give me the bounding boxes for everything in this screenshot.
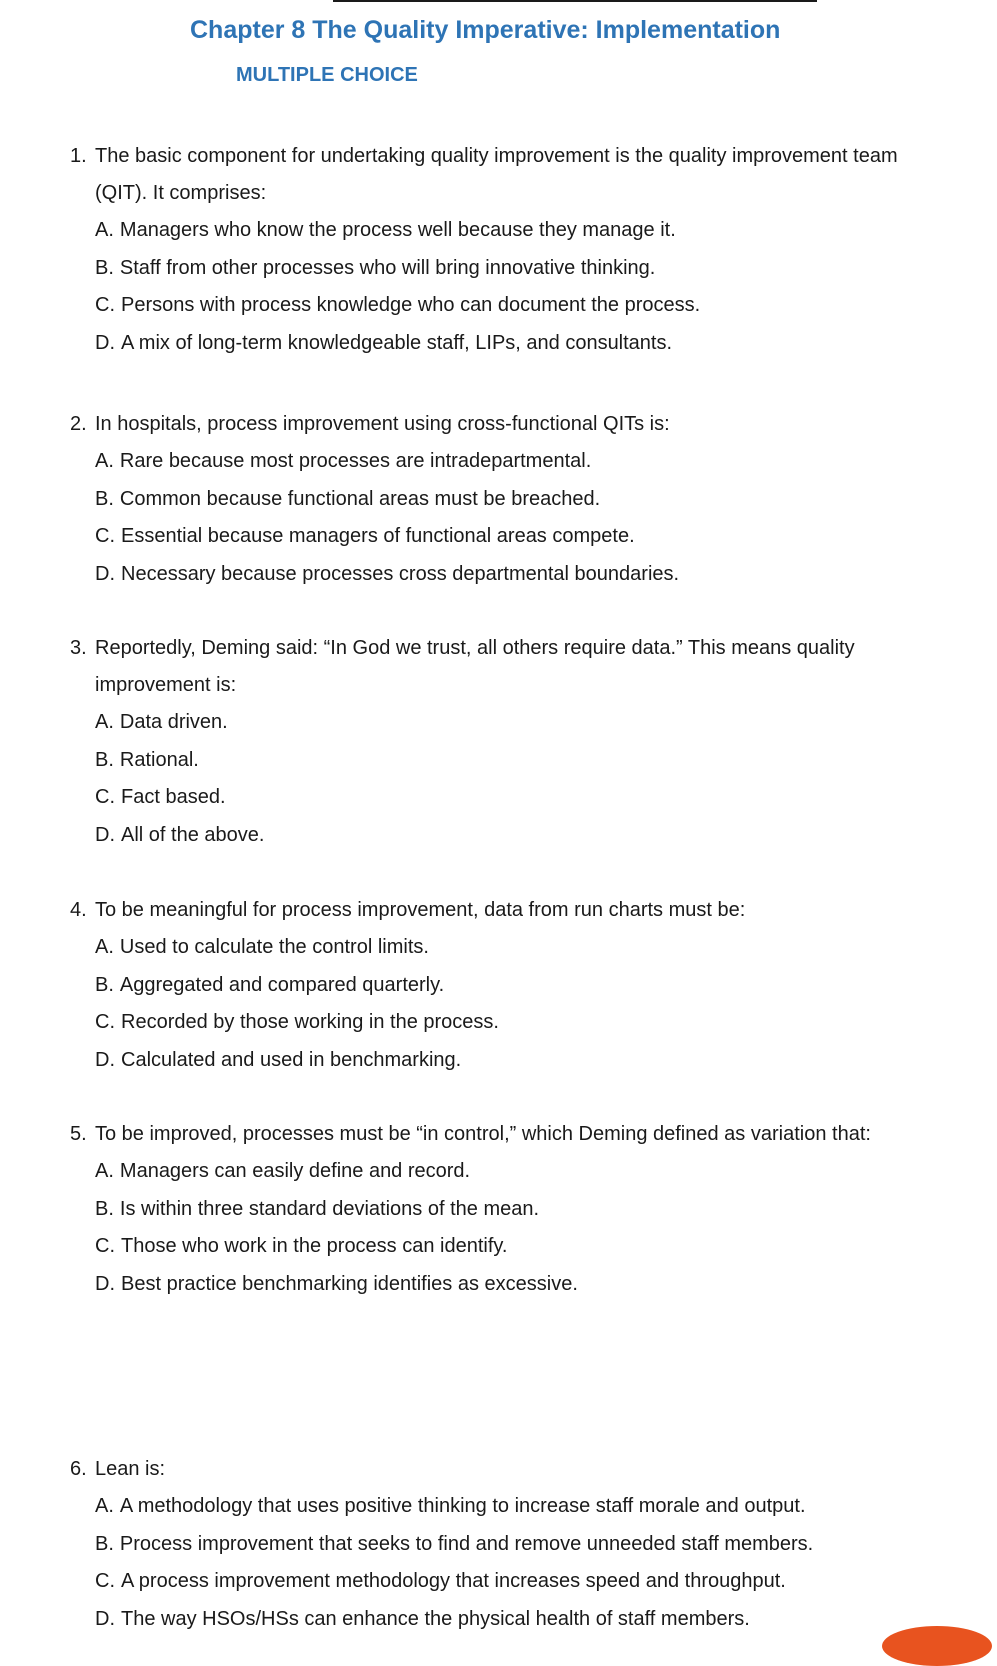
- question-stem: [60, 406, 940, 443]
- question-1: [60, 138, 940, 362]
- option-text: Process improvement that seeks to find and remove unneeded staff members.: [119, 1532, 814, 1555]
- option-c: [95, 518, 940, 556]
- option-letter: D.: [95, 1607, 115, 1630]
- option-text: A process improvement methodology that increases speed and throughput.: [121, 1570, 786, 1592]
- question-text: Reportedly, Deming said: “In God we trust, all others require data.” This means quality improvement is:: [95, 637, 855, 696]
- option-a: [95, 212, 940, 250]
- option-text: Used to calculate the control limits.: [119, 936, 429, 958]
- option-letter: A.: [95, 936, 114, 958]
- option-d: [95, 1601, 940, 1639]
- option-d: [95, 817, 940, 855]
- option-b: [95, 967, 940, 1005]
- option-text: Best practice benchmarking identifies as excessive.: [121, 1272, 578, 1295]
- section-label: MULTIPLE CHOICE: [236, 64, 418, 86]
- option-d: [95, 1266, 940, 1304]
- question-stem: [60, 138, 940, 212]
- option-letter: C.: [95, 525, 115, 547]
- option-text: Those who work in the process can identify.: [121, 1235, 508, 1257]
- option-text: The way HSOs/HSs can enhance the physical health of staff members.: [121, 1607, 750, 1630]
- option-letter: B.: [95, 1197, 114, 1220]
- option-text: Aggregated and compared quarterly.: [119, 973, 445, 996]
- option-text: Managers can easily define and record.: [119, 1160, 471, 1182]
- question-text: Lean is:: [95, 1458, 166, 1480]
- question-text: In hospitals, process improvement using cross-functional QITs is:: [95, 413, 670, 435]
- option-c: [95, 287, 940, 325]
- option-text: Calculated and used in benchmarking.: [121, 1048, 462, 1071]
- option-letter: A.: [95, 1160, 114, 1182]
- option-text: Recorded by those working in the process.: [121, 1011, 499, 1033]
- question-6: [60, 1451, 940, 1638]
- chapter-title: Chapter 8 The Quality Imperative: Implementation: [190, 16, 781, 44]
- option-d: [95, 325, 940, 363]
- option-letter: D.: [95, 823, 115, 846]
- option-letter: B.: [95, 973, 114, 996]
- question-stem: [60, 892, 940, 929]
- option-list: [60, 1488, 940, 1638]
- question-4: [60, 892, 940, 1079]
- option-b: [95, 250, 940, 288]
- option-list: [60, 212, 940, 362]
- option-letter: B.: [95, 748, 114, 771]
- option-letter: D.: [95, 1048, 115, 1071]
- option-c: [95, 1004, 940, 1042]
- option-c: [95, 1563, 940, 1601]
- option-letter: D.: [95, 1272, 115, 1295]
- option-letter: C.: [95, 1570, 115, 1592]
- option-letter: D.: [95, 331, 115, 354]
- option-text: All of the above.: [121, 823, 265, 846]
- option-list: [60, 443, 940, 593]
- option-d: [95, 1042, 940, 1080]
- option-letter: C.: [95, 1011, 115, 1033]
- question-number: 3.: [70, 637, 87, 659]
- option-text: Essential because managers of functional areas compete.: [121, 525, 635, 547]
- option-text: Fact based.: [121, 786, 226, 808]
- question-stem: [60, 630, 940, 704]
- option-letter: A.: [95, 450, 114, 472]
- option-b: [95, 1526, 940, 1564]
- option-text: Is within three standard deviations of the mean.: [119, 1197, 540, 1220]
- question-5: [60, 1116, 940, 1303]
- option-letter: C.: [95, 786, 115, 808]
- question-stem: [60, 1116, 940, 1153]
- top-rule: [333, 0, 817, 2]
- option-letter: C.: [95, 1235, 115, 1257]
- question-text: To be improved, processes must be “in control,” which Deming defined as variation that:: [95, 1123, 871, 1145]
- question-text: The basic component for undertaking quality improvement is the quality improvement team (QIT). It comprises:: [95, 145, 898, 204]
- option-text: Common because functional areas must be breached.: [119, 487, 601, 510]
- option-c: [95, 1228, 940, 1266]
- option-text: Staff from other processes who will bring innovative thinking.: [119, 256, 656, 279]
- option-b: [95, 742, 940, 780]
- corner-badge: [882, 1626, 992, 1666]
- question-number: 5.: [70, 1123, 87, 1145]
- option-a: [95, 929, 940, 967]
- option-letter: D.: [95, 562, 115, 585]
- question-stem: [60, 1451, 940, 1488]
- option-text: Managers who know the process well because they manage it.: [119, 219, 676, 241]
- question-3: [60, 630, 940, 854]
- option-text: A methodology that uses positive thinking to increase staff morale and output.: [119, 1495, 806, 1517]
- question-number: 6.: [70, 1458, 87, 1480]
- question-number: 4.: [70, 899, 87, 921]
- question-2: [60, 406, 940, 593]
- option-b: [95, 481, 940, 519]
- option-b: [95, 1191, 940, 1229]
- option-a: [95, 443, 940, 481]
- question-number: 1.: [70, 145, 87, 167]
- option-text: A mix of long-term knowledgeable staff, LIPs, and consultants.: [121, 331, 673, 354]
- option-text: Rational.: [119, 748, 199, 771]
- option-list: [60, 929, 940, 1079]
- option-c: [95, 779, 940, 817]
- option-text: Data driven.: [119, 711, 228, 733]
- option-letter: B.: [95, 1532, 114, 1555]
- option-list: [60, 1153, 940, 1303]
- option-a: [95, 704, 940, 742]
- option-text: Rare because most processes are intradepartmental.: [119, 450, 592, 472]
- option-letter: B.: [95, 256, 114, 279]
- option-d: [95, 556, 940, 594]
- option-letter: A.: [95, 1495, 114, 1517]
- option-letter: C.: [95, 294, 115, 316]
- option-a: [95, 1153, 940, 1191]
- option-text: Persons with process knowledge who can document the process.: [121, 294, 701, 316]
- option-letter: B.: [95, 487, 114, 510]
- option-letter: A.: [95, 711, 114, 733]
- option-a: [95, 1488, 940, 1526]
- option-letter: A.: [95, 219, 114, 241]
- option-list: [60, 704, 940, 854]
- option-text: Necessary because processes cross departmental boundaries.: [121, 562, 680, 585]
- question-number: 2.: [70, 413, 87, 435]
- question-text: To be meaningful for process improvement, data from run charts must be:: [95, 899, 746, 921]
